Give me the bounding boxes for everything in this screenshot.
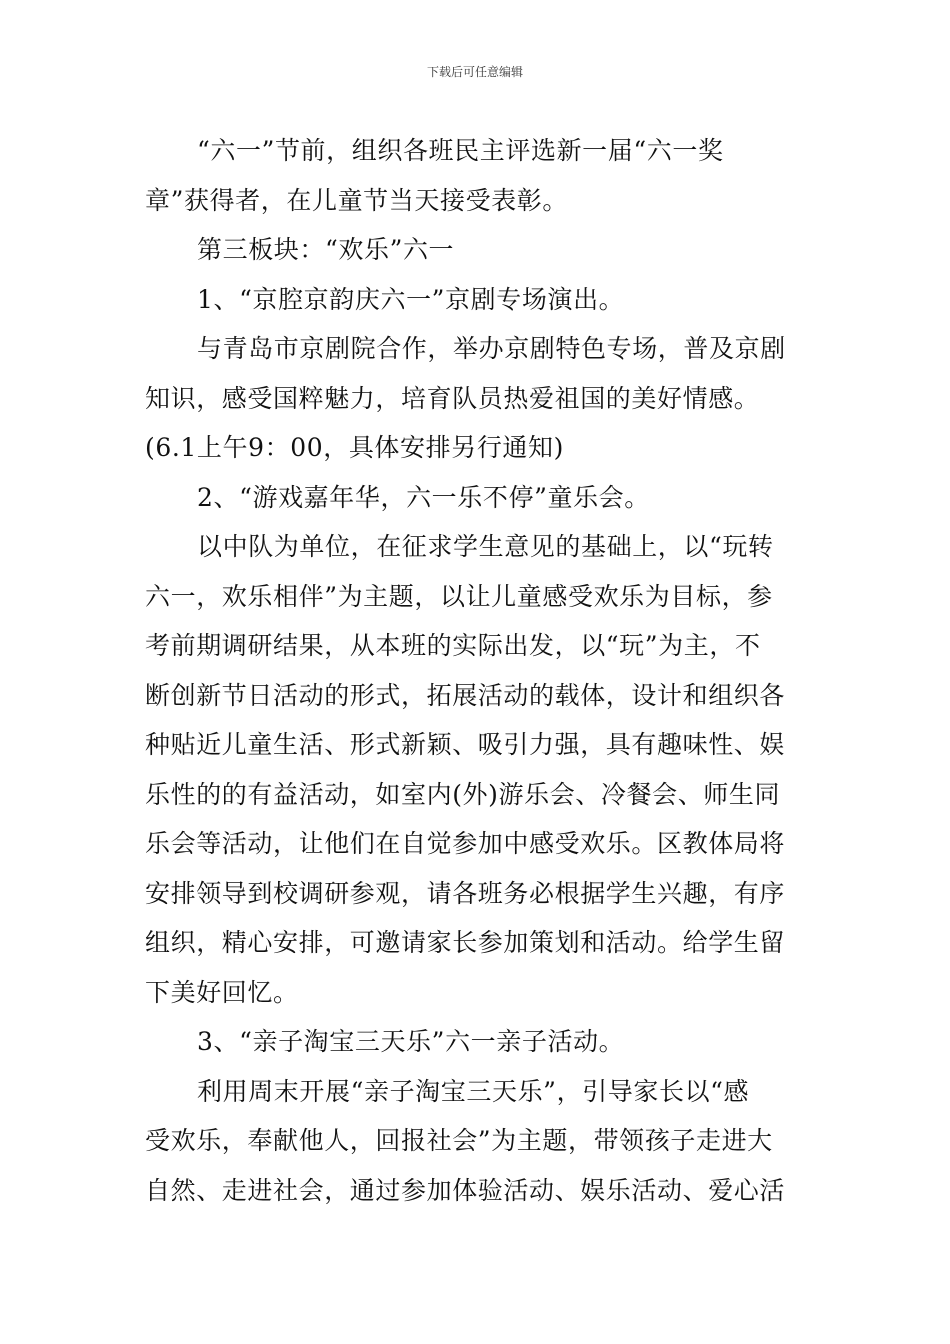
text-line: 2、“游戏嘉年华，六一乐不停”童乐会。: [197, 482, 650, 512]
text-line: 知识，感受国粹魅力，培育队员热爱祖国的美好情感。: [145, 383, 760, 413]
text-line: “六一”节前，组织各班民主评选新一届“六一奖: [197, 136, 724, 165]
text-line: 种贴近儿童生活、形式新颖、吸引力强，具有趣味性、娱: [145, 730, 786, 759]
text-line: 3、“亲子淘宝三天乐”六一亲子活动。: [197, 1027, 625, 1056]
text-line: 以中队为单位，在征求学生意见的基础上，以“玩转: [197, 532, 774, 561]
text-line: 与青岛市京剧院合作，举办京剧特色专场，普及京剧: [197, 334, 786, 363]
text-line: 第三板块：“欢乐”六一: [197, 235, 455, 264]
text-line: 1、“京腔京韵庆六一”京剧专场演出。: [197, 284, 625, 314]
page-header: 下载后可任意编辑: [426, 65, 523, 79]
text-line: 利用周末开展“亲子淘宝三天乐”，引导家长以“感: [197, 1076, 750, 1106]
text-line: 断创新节日活动的形式，拓展活动的载体，设计和组织各: [145, 680, 786, 710]
text-line: 自然、走进社会，通过参加体验活动、娱乐活动、爱心活: [145, 1175, 786, 1205]
text-line: 组织，精心安排，可邀请家长参加策划和活动。给学生留: [145, 928, 786, 957]
text-line: 乐会等活动，让他们在自觉参加中感受欢乐。区教体局将: [145, 829, 786, 858]
text-line: 六一，欢乐相伴”为主题，以让儿童感受欢乐为目标，参: [145, 581, 773, 611]
text-line: 受欢乐，奉献他人，回报社会”为主题，带领孩子走进大: [145, 1126, 773, 1155]
text-line: 考前期调研结果，从本班的实际出发，以“玩”为主，不: [145, 631, 761, 660]
text-line: 安排领导到校调研参观，请各班务必根据学生兴趣，有序: [145, 878, 786, 908]
text-line: 下美好回忆。: [145, 977, 299, 1007]
document-body: [145, 126, 810, 1215]
text-line: (6.1上午9：00，具体安排另行通知): [145, 433, 564, 462]
text-line: 乐性的的有益活动，如室内(外)游乐会、冷餐会、师生同: [145, 779, 781, 809]
text-line: 章”获得者，在儿童节当天接受表彰。: [145, 185, 568, 215]
